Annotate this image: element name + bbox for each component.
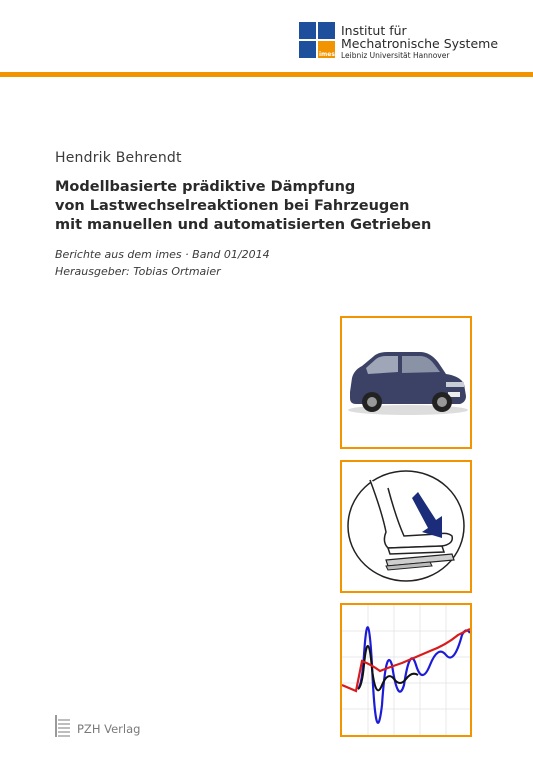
institute-line-1: Institut für [341, 23, 407, 38]
series-info [55, 246, 270, 280]
title-line: von Lastwechselreaktionen bei Fahrzeugen [55, 198, 410, 214]
book-title [55, 178, 475, 235]
title-line: mit manuellen und automatisierten Getrieben [55, 217, 432, 233]
imes-logo [299, 22, 335, 58]
editor-line: Herausgeber: Tobias Ortmaier [55, 265, 221, 278]
header-divider [0, 72, 533, 77]
institute-line-2: Mechatronische Systeme [341, 36, 499, 52]
institute-name [341, 24, 498, 60]
pedal-icon [342, 462, 470, 591]
title-line: Modellbasierte prädiktive Dämpfung [55, 179, 356, 195]
pzh-logo-icon [55, 715, 71, 737]
pedal-image-frame [340, 460, 472, 593]
author-name: Hendrik Behrendt [55, 150, 182, 166]
car-image-frame [340, 316, 472, 449]
publisher-name: PZH Verlag [77, 722, 141, 736]
car-image [342, 318, 470, 447]
institute-line-3: Leibniz Universität Hannover [341, 51, 450, 61]
signal-plot [342, 605, 470, 735]
signal-plot-frame [340, 603, 472, 737]
logo-badge: imes [319, 51, 335, 58]
series-line: Berichte aus dem imes · Band 01/2014 [55, 248, 270, 261]
